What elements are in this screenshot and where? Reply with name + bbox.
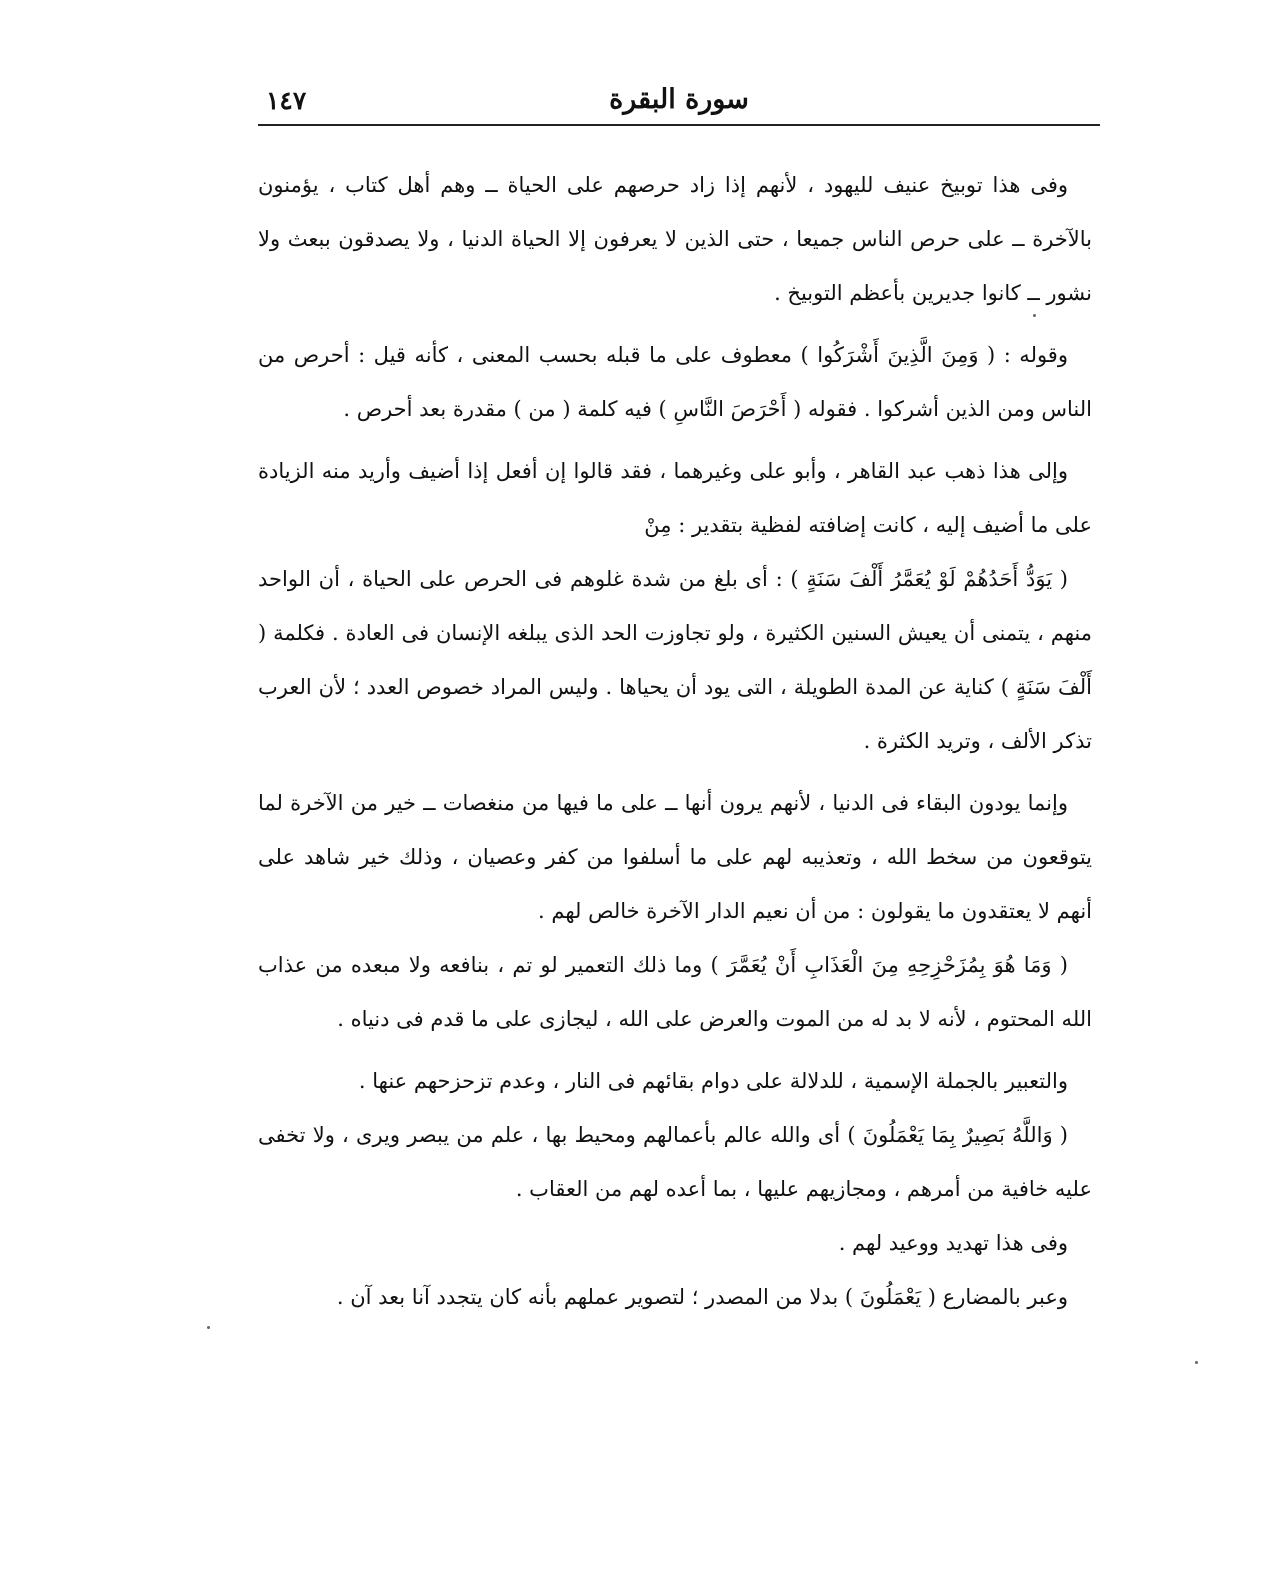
scan-speck	[1195, 1361, 1198, 1364]
paragraph: وإلى هذا ذهب عبد القاهر ، وأبو على وغيرهما ، فقد قالوا إن أفعل إذا أضيف وأريد منه الزيادة على ما أضيف إليه ، كانت إضافته لفظية بتقدير : مِنْ	[258, 459, 1092, 537]
paragraph: وفى هذا توبيخ عنيف لليهود ، لأنهم إذا زاد حرصهم على الحياة ــ وهم أهل كتاب ، يؤمنون بالآخرة ــ على حرص الناس جميعا ، حتى الذين لا يعرفون إلا الحياة الدنيا ، ولا يصدقون ببعث ولا نشور ــ كانوا جديرين بأعظم التوبيخ .	[258, 173, 1092, 305]
paragraph: وعبر بالمضارع ( يَعْمَلُونَ ) بدلا من المصدر ؛ لتصوير عملهم بأنه كان يتجدد آنا بعد آن .	[336, 1285, 1068, 1309]
paragraph: والتعبير بالجملة الإسمية ، للدلالة على دوام بقائهم فى النار ، وعدم تزحزحهم عنها .	[358, 1069, 1068, 1093]
scan-speck	[1033, 314, 1036, 317]
paragraph: ( وَاللَّهُ بَصِيرٌ بِمَا يَعْمَلُونَ ) أى والله عالم بأعمالهم ومحيط بها ، علم من يبصر ويرى ، ولا تخفى عليه خافية من أمرهم ، ومجازيهم عليها ، بما أعده لهم من العقاب .	[258, 1123, 1092, 1201]
paragraph: وقوله : ( وَمِنَ الَّذِينَ أَشْرَكُوا ) معطوف على ما قبله بحسب المعنى ، كأنه قيل : أحرص من الناس ومن الذين أشركوا . فقوله ( أَحْرَصَ النَّاسِ ) فيه كلمة ( من ) مقدرة بعد أحرص .	[258, 343, 1092, 421]
page-body	[258, 158, 1092, 1332]
page-number: ١٤٧	[266, 86, 307, 115]
paragraph: ( وَمَا هُوَ بِمُزَحْزِحِهِ مِنَ الْعَذَابِ أَنْ يُعَمَّرَ ) وما ذلك التعمير لو تم ، بنافعه ولا مبعده من عذاب الله المحتوم ، لأنه لا بد له من الموت والعرض على الله ، ليجازى على ما قدم فى دنياه .	[258, 953, 1092, 1031]
paragraph: وإنما يودون البقاء فى الدنيا ، لأنهم يرون أنها ــ على ما فيها من منغصات ــ خير من الآخرة لما يتوقعون من سخط الله ، وتعذيبه لهم على ما أسلفوا من كفر وعصيان ، وذلك خير شاهد على أنهم لا يعتقدون ما يقولون : من أن نعيم الدار الآخرة خالص لهم .	[258, 791, 1092, 923]
paragraph: وفى هذا تهديد ووعيد لهم .	[838, 1231, 1068, 1255]
paragraph: ( يَوَدُّ أَحَدُهُمْ لَوْ يُعَمَّرُ أَلْفَ سَنَةٍ ) : أى بلغ من شدة غلوهم فى الحرص على الحياة ، أن الواحد منهم ، يتمنى أن يعيش السنين الكثيرة ، ولو تجاوزت الحد الذى يبلغه الإنسان فى العادة . فكلمة ( أَلْفَ سَنَةٍ ) كناية عن المدة الطويلة ، التى يود أن يحياها . وليس المراد خصوص العدد ؛ لأن العرب تذكر الألف ، وتريد الكثرة .	[258, 567, 1092, 753]
page-title: سورة البقرة	[609, 84, 749, 115]
scan-speck	[207, 1326, 210, 1329]
page-header	[258, 82, 1100, 126]
